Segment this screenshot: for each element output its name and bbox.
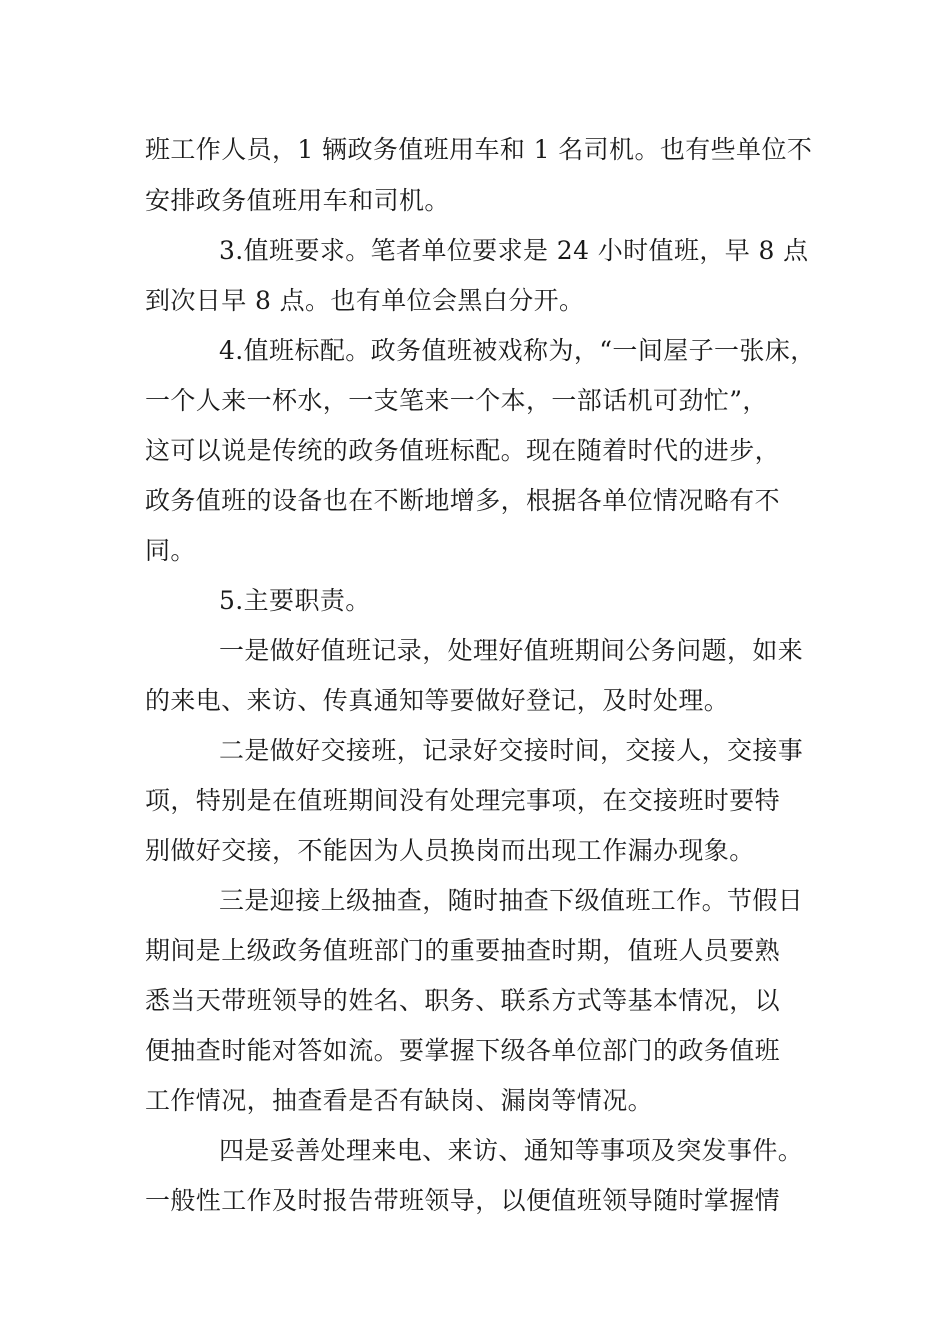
- text-line: 便抽查时能对答如流。要掌握下级各单位部门的政务值班: [145, 1036, 781, 1065]
- duty-3-line: 三是迎接上级抽查，随时抽查下级值班工作。节假日: [219, 886, 804, 915]
- text-line: 政务值班的设备也在不断地增多，根据各单位情况略有不: [145, 486, 781, 515]
- duty-1-line: 一是做好值班记录，处理好值班期间公务问题，如来: [219, 636, 804, 665]
- text-line: 班工作人员，1 辆政务值班用车和 1 名司机。也有些单位不: [145, 135, 813, 164]
- text-line: 到次日早 8 点。也有单位会黑白分开。: [145, 286, 585, 315]
- duty-2-line: 二是做好交接班，记录好交接时间，交接人，交接事: [219, 736, 804, 765]
- text-line: 项，特别是在值班期间没有处理完事项，在交接班时要特: [145, 786, 781, 815]
- text-line: 一般性工作及时报告带班领导，以便值班领导随时掌握情: [145, 1186, 781, 1215]
- text-line: 工作情况，抽查看是否有缺岗、漏岗等情况。: [145, 1086, 654, 1115]
- section-4-heading-line: 4.值班标配。政务值班被戏称为，“一间屋子一张床，: [219, 336, 816, 365]
- text-line: 悉当天带班领导的姓名、职务、联系方式等基本情况，以: [145, 986, 781, 1015]
- section-5-heading-line: 5.主要职责。: [219, 586, 371, 615]
- section-3-heading-line: 3.值班要求。笔者单位要求是 24 小时值班，早 8 点: [219, 236, 809, 265]
- duty-4-line: 四是妥善处理来电、来访、通知等事项及突发事件。: [219, 1136, 804, 1165]
- text-line: 安排政务值班用车和司机。: [145, 186, 450, 215]
- text-line: 期间是上级政务值班部门的重要抽查时期，值班人员要熟: [145, 936, 781, 965]
- text-line: 别做好交接，不能因为人员换岗而出现工作漏办现象。: [145, 836, 755, 865]
- text-line: 一个人来一杯水，一支笔来一个本，一部话机可劲忙”，: [145, 386, 768, 415]
- text-line: 的来电、来访、传真通知等要做好登记，及时处理。: [145, 686, 730, 715]
- text-line: 同。: [145, 536, 196, 565]
- text-line: 这可以说是传统的政务值班标配。现在随着时代的进步，: [145, 436, 781, 465]
